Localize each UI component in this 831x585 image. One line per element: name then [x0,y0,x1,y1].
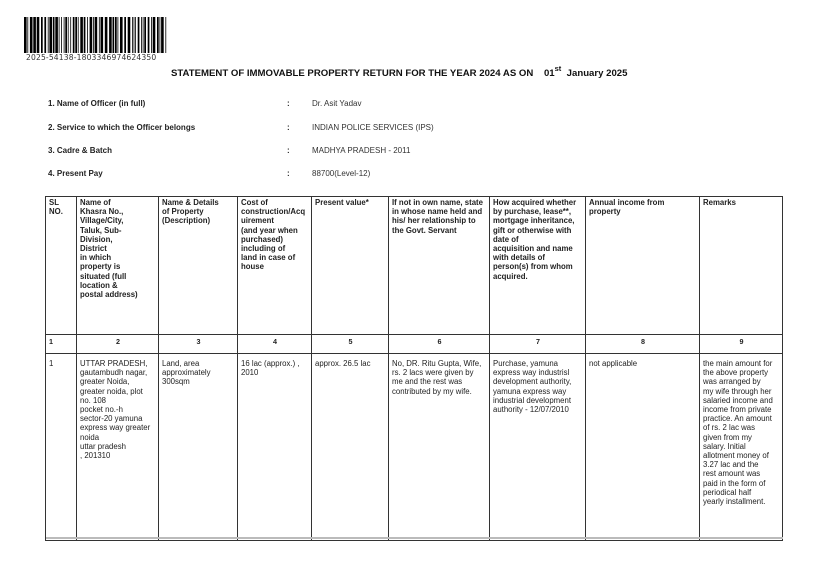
column-number: 7 [490,335,586,354]
barcode-bar [135,17,136,53]
table-row [46,354,783,541]
barcode-bar [41,17,43,53]
barcode-bar [128,17,131,53]
barcode-bar [84,17,86,53]
cell-sl-no: 1 [46,354,77,541]
barcode-bar [132,17,133,53]
barcode-bar [113,17,115,53]
cell-property-details: Land, area approximately 300sqm [159,354,238,541]
info-colon: : [287,99,290,108]
barcode-bar [87,17,88,53]
date-suffix: st [554,64,562,73]
info-label: 4. Present Pay [48,169,103,178]
title-date [543,64,628,80]
header-annual-income: Annual income from property [586,197,700,335]
barcode-bar [157,17,159,53]
info-colon: : [287,169,290,178]
info-value: INDIAN POLICE SERVICES (IPS) [312,123,434,132]
info-label: 2. Service to which the Officer belongs [48,123,196,132]
barcode-bar [134,17,135,53]
barcode-bar [90,17,93,53]
barcode-number: 2025-54138-18033469746243​50 [26,53,157,62]
barcode-bar [165,17,166,53]
barcode-bar [53,17,55,53]
table-header-row [46,197,783,335]
date-rest: January 2025 [566,68,628,80]
cell-owner: No, DR. Ritu Gupta, Wife, rs. 2 lacs were given by me and the rest was contributed by my wife. [389,354,490,541]
barcode-bar [105,17,108,53]
info-label: 1. Name of Officer (in full) [48,99,146,108]
barcode-bar [161,17,164,53]
column-number: 3 [159,335,238,354]
barcode-bar [120,17,123,53]
barcode-bar [37,17,40,53]
column-number: 1 [46,335,77,354]
column-number: 9 [700,335,783,354]
barcode-bar [109,17,112,53]
info-value: 88700(Level-12) [312,169,371,178]
cell-remarks: the main amount for the above property was arranged by my wife through her salaried income and income from private practice. An amount of rs. 2 lac was given from my salary. Initial allotment money of 3.27 lac and the rest amount was paid in the form of periodical half yearly installment. [700,354,783,541]
info-value: MADHYA PRADESH - 2011 [312,146,411,155]
barcode-bar [61,17,62,53]
barcode-bar [93,17,94,53]
header-property-details: Name & Details of Property (Description) [159,197,238,335]
barcode-bar [124,17,126,53]
column-number: 8 [586,335,700,354]
date-day: 01 [543,68,555,80]
cell-location: UTTAR PRADESH, gautambudh nagar, greater Noida, greater noida, plot no. 108 pocket no.-h sector-20 yamuna express way greater noida uttar pradesh , 201310 [77,354,159,541]
barcode-bar [118,17,119,53]
barcode-bar [151,17,152,53]
header-present-value: Present value* [312,197,389,335]
column-number: 4 [238,335,312,354]
barcode [24,17,169,53]
barcode-bar [144,17,146,53]
header-sl-no: SL NO. [46,197,77,335]
barcode-bar [138,17,140,53]
barcode-bar [141,17,142,53]
column-number: 5 [312,335,389,354]
barcode-bar [153,17,156,53]
cell-how-acquired: Purchase, yamuna express way industrisl development authority, yamuna express way industrial development authority - 12/07/2010 [490,354,586,541]
barcode-bar [143,17,144,53]
barcode-bar [59,17,60,53]
barcode-bar [30,17,33,53]
header-remarks: Remarks [700,197,783,335]
barcode-bar [115,17,117,53]
barcode-bar [148,17,150,53]
column-number: 6 [389,335,490,354]
barcode-bar [80,17,83,53]
barcode-bar [101,17,104,53]
barcode-bar [70,17,71,53]
table-bottom-shadow [46,537,783,539]
barcode-bar [27,17,28,53]
barcode-bar [78,17,79,53]
info-colon: : [287,146,290,155]
barcode-bar [65,17,67,53]
barcode-bar [48,17,49,53]
barcode-bar [75,17,77,53]
barcode-bar [68,17,69,53]
barcode-bar [95,17,98,53]
title-text: STATEMENT OF IMMOVABLE PROPERTY RETURN FOR THE YEAR 2024 AS ON [171,68,534,80]
header-cost: Cost of construction/Acq uirement (and year when purchased) including of land in case of house [238,197,312,335]
property-table [45,196,783,541]
column-number: 2 [77,335,159,354]
barcode-bar [44,17,46,53]
info-label: 3. Cadre & Batch [48,146,113,155]
cell-cost: 16 lac (approx.) , 2010 [238,354,312,541]
barcode-bar [99,17,100,53]
barcode-bar [64,17,65,53]
info-value: Dr. Asit Yadav [312,99,362,108]
cell-annual-income: not applicable [586,354,700,541]
column-number-row [46,335,783,354]
barcode-bar [33,17,36,53]
barcode-bar [24,17,27,53]
barcode-bar [49,17,52,53]
barcode-bar [160,17,161,53]
barcode-bar [55,17,58,53]
info-colon: : [287,123,290,132]
header-location: Name of Khasra No., Village/City, Taluk, Sub- Division, District in which property is situated (full location & postal address) [77,197,159,335]
barcode-bar [73,17,75,53]
cell-present-value: approx. 26.5 lac [312,354,389,541]
document-title [171,65,627,79]
header-owner: If not in own name, state in whose name held and his/ her relationship to the Govt. Servant [389,197,490,335]
header-how-acquired: How acquired whether by purchase, lease**, mortgage inheritance, gift or otherwise with date of acquisition and name with details of person(s) from whom acquired. [490,197,586,335]
